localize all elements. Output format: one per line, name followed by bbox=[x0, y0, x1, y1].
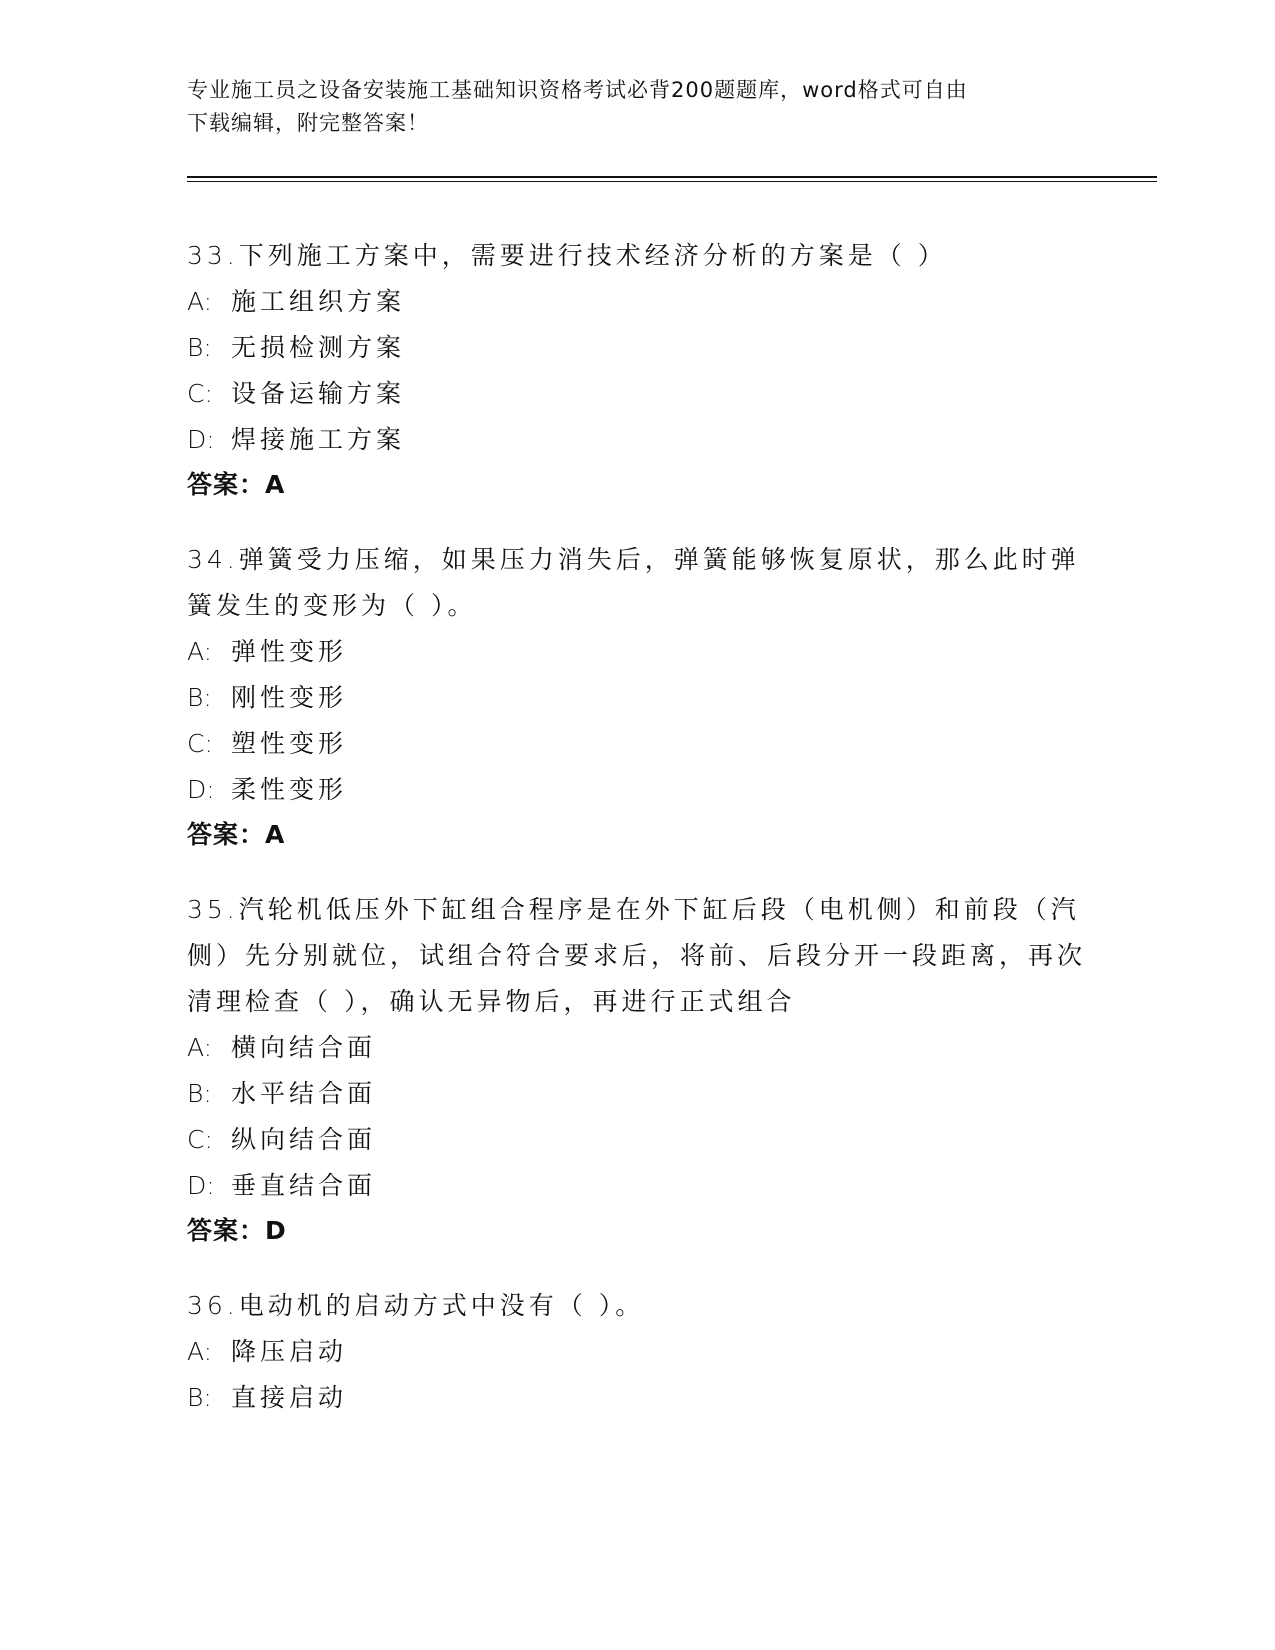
option-text: 施工组织方案 bbox=[231, 287, 406, 316]
question-33 bbox=[187, 233, 1087, 507]
question-34 bbox=[187, 537, 1087, 857]
option-letter: A: bbox=[187, 1033, 213, 1062]
answer-line: 答案：A bbox=[187, 470, 286, 499]
option-letter: A: bbox=[187, 287, 213, 316]
header-line-2: 下载编辑，附完整答案！ bbox=[187, 111, 429, 135]
option-letter: B: bbox=[187, 1383, 212, 1412]
question-list bbox=[187, 233, 1087, 1451]
option-d bbox=[187, 417, 1087, 463]
option-letter: D: bbox=[187, 775, 215, 804]
option-letter: B: bbox=[187, 683, 212, 712]
option-text: 设备运输方案 bbox=[231, 379, 406, 408]
header-divider bbox=[187, 176, 1157, 182]
answer-line: 答案：A bbox=[187, 820, 286, 849]
question-text: 34.弹簧受力压缩，如果压力消失后，弹簧能够恢复原状，那么此时弹簧发生的变形为（ ）。 bbox=[187, 545, 1080, 620]
option-letter: D: bbox=[187, 425, 215, 454]
option-text: 垂直结合面 bbox=[231, 1171, 377, 1200]
option-c bbox=[187, 1117, 1087, 1163]
option-c bbox=[187, 371, 1087, 417]
option-text: 直接启动 bbox=[231, 1383, 348, 1412]
option-letter: D: bbox=[187, 1171, 215, 1200]
question-text: 36.电动机的启动方式中没有（ ）。 bbox=[187, 1291, 645, 1320]
option-a bbox=[187, 279, 1087, 325]
option-b bbox=[187, 675, 1087, 721]
option-c bbox=[187, 721, 1087, 767]
option-text: 纵向结合面 bbox=[231, 1125, 377, 1154]
question-36 bbox=[187, 1283, 1087, 1421]
option-text: 柔性变形 bbox=[231, 775, 348, 804]
option-text: 无损检测方案 bbox=[231, 333, 406, 362]
option-text: 刚性变形 bbox=[231, 683, 348, 712]
option-d bbox=[187, 1163, 1087, 1209]
option-d bbox=[187, 767, 1087, 813]
header-line-1: 专业施工员之设备安装施工基础知识资格考试必背200题题库，word格式可自由 bbox=[187, 78, 968, 102]
option-a bbox=[187, 1329, 1087, 1375]
question-35 bbox=[187, 887, 1087, 1253]
option-letter: C: bbox=[187, 729, 213, 758]
option-letter: B: bbox=[187, 333, 212, 362]
option-text: 降压启动 bbox=[231, 1337, 348, 1366]
option-b bbox=[187, 325, 1087, 371]
option-text: 塑性变形 bbox=[231, 729, 348, 758]
option-letter: C: bbox=[187, 379, 213, 408]
option-text: 焊接施工方案 bbox=[231, 425, 406, 454]
option-letter: B: bbox=[187, 1079, 212, 1108]
question-text: 33.下列施工方案中，需要进行技术经济分析的方案是（ ） bbox=[187, 241, 947, 270]
option-text: 弹性变形 bbox=[231, 637, 348, 666]
answer-line: 答案：D bbox=[187, 1216, 287, 1245]
option-letter: A: bbox=[187, 637, 213, 666]
document-header bbox=[187, 74, 1087, 140]
option-a bbox=[187, 1025, 1087, 1071]
option-letter: A: bbox=[187, 1337, 213, 1366]
option-b bbox=[187, 1375, 1087, 1421]
option-text: 水平结合面 bbox=[231, 1079, 377, 1108]
option-letter: C: bbox=[187, 1125, 213, 1154]
question-text: 35.汽轮机低压外下缸组合程序是在外下缸后段（电机侧）和前段（汽侧）先分别就位，试组合符合要求后，将前、后段分开一段距离，再次清理检查（ ），确认无异物后，再进行正式组合 bbox=[187, 895, 1087, 1016]
option-text: 横向结合面 bbox=[231, 1033, 377, 1062]
option-b bbox=[187, 1071, 1087, 1117]
option-a bbox=[187, 629, 1087, 675]
